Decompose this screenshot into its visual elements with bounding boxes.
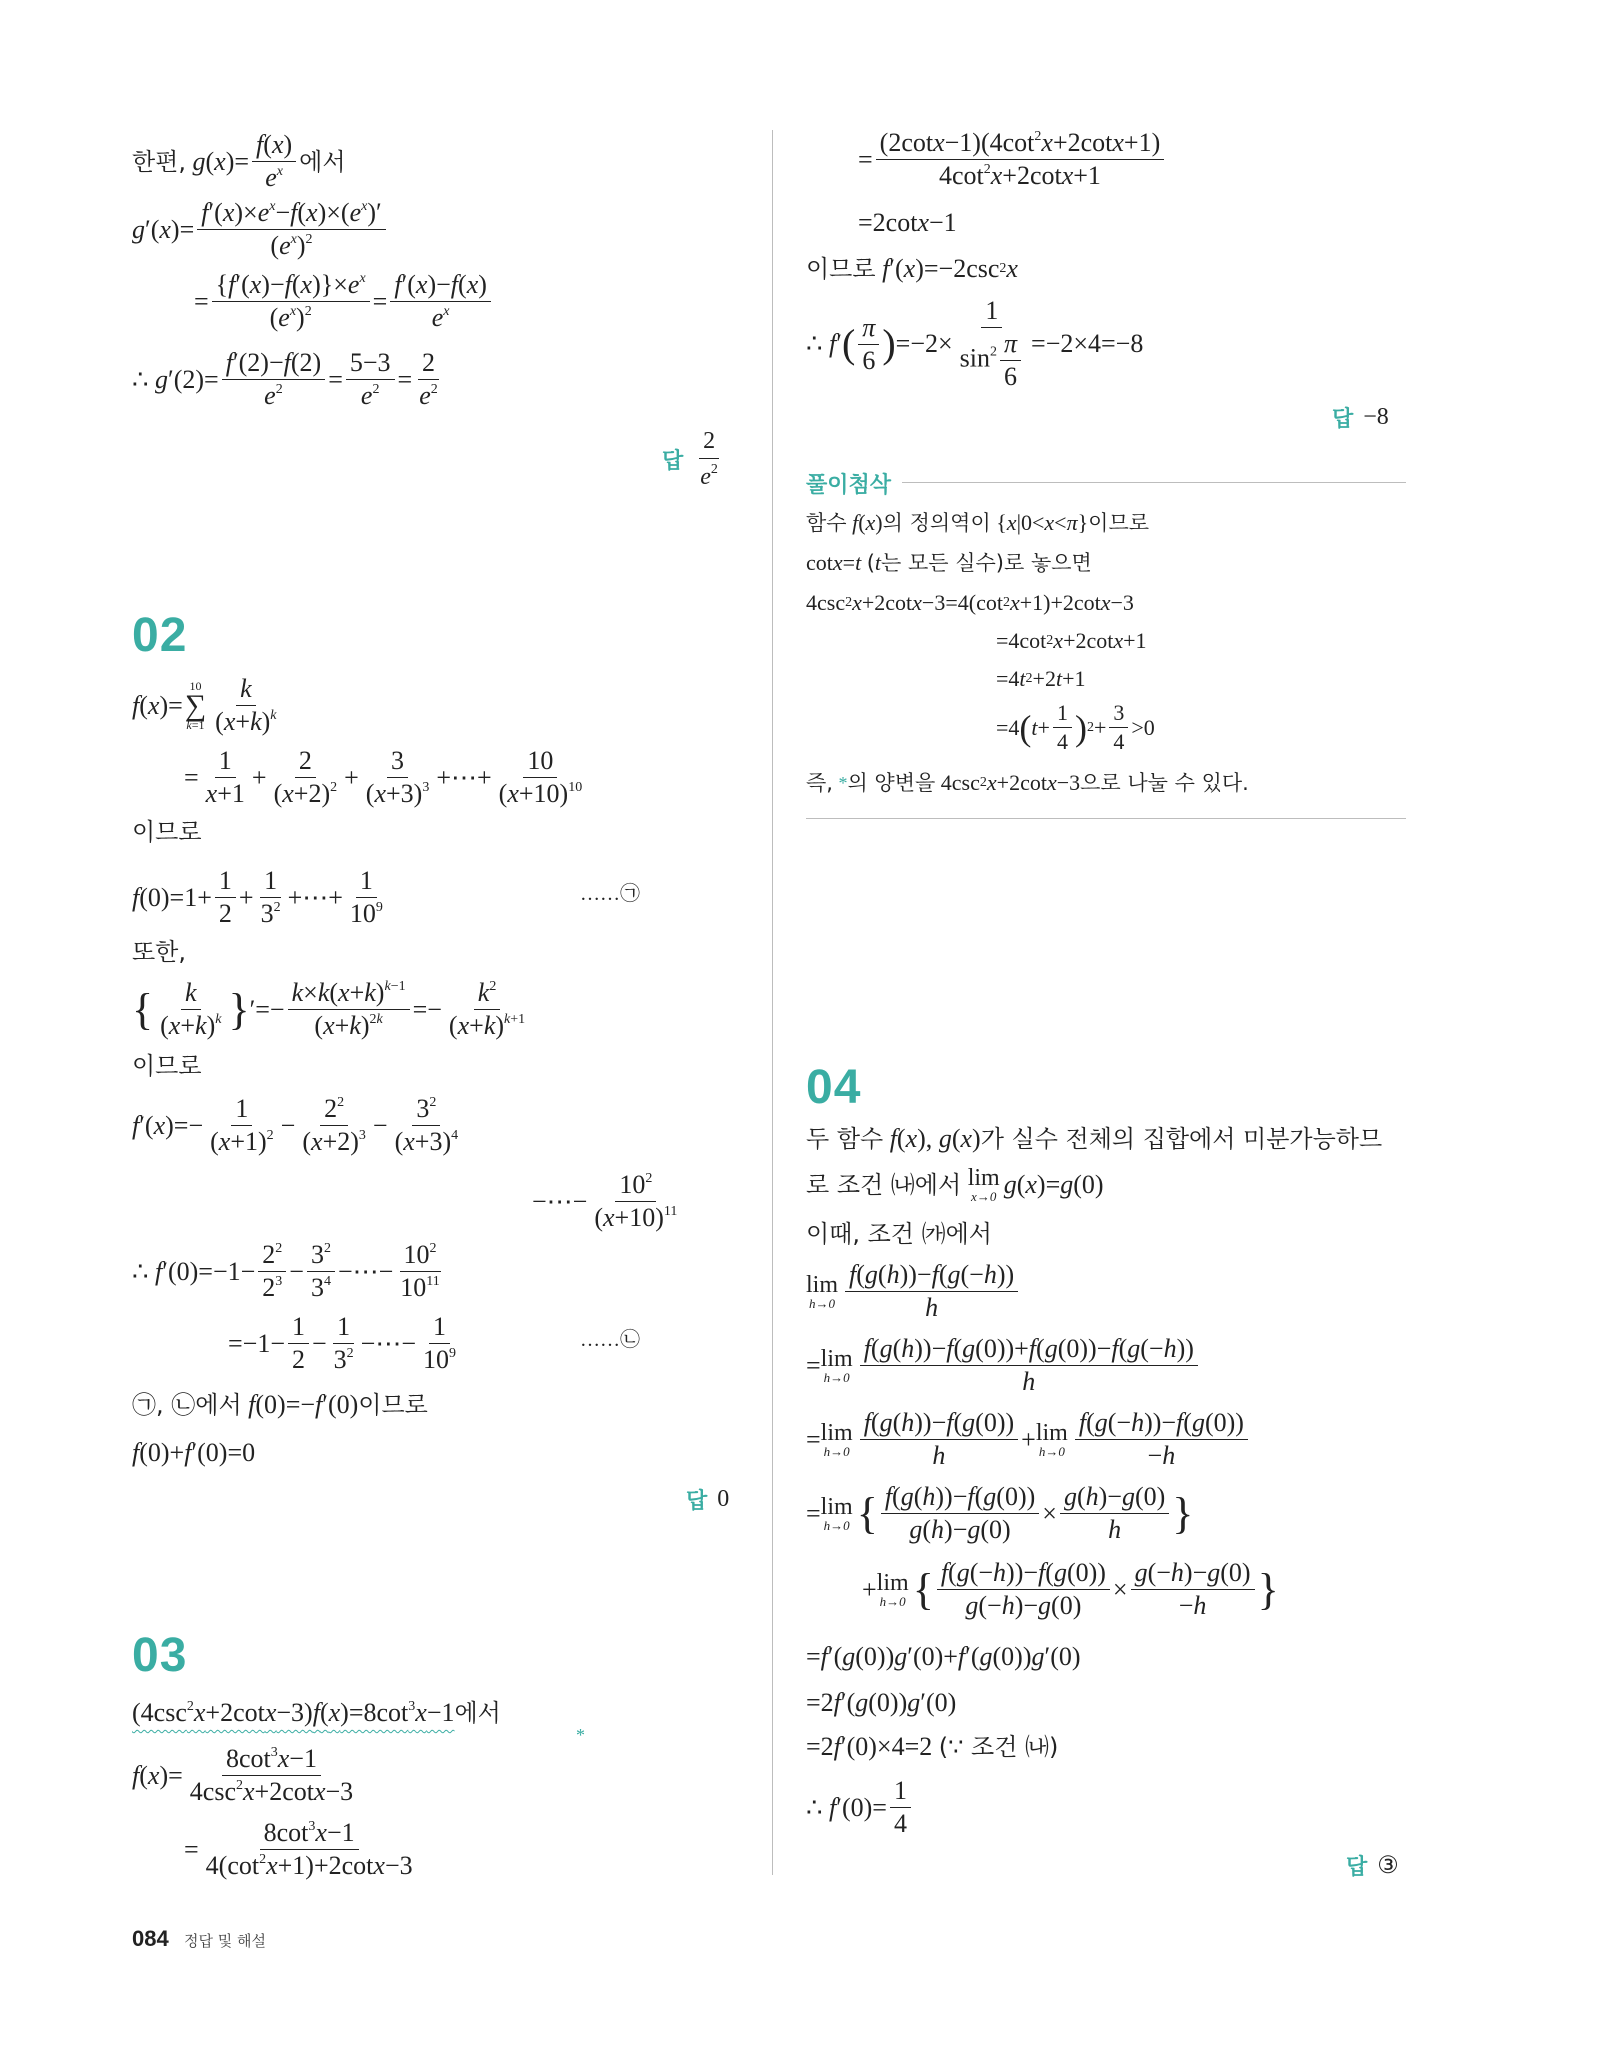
tip-line-1: 함수 f ( x ) 의 정의역이 { x |0< x < π } 이므로: [806, 510, 1150, 535]
marker-02-2: ……㉡: [580, 1329, 640, 1351]
tip-title-rule: [902, 482, 1406, 483]
text-02-imeuro: 이므로: [132, 818, 202, 846]
eq-02-conclusion: ㉠, ㉡에서 f (0)=− f ′(0) 이므로: [132, 1390, 428, 1419]
eq-02-sum: f (0)+ f ′(0)=0: [132, 1438, 256, 1467]
text-02-ttohan: 또한,: [132, 938, 186, 966]
page-number: 084: [132, 1926, 169, 1951]
text-02-imeuro-2: 이므로: [132, 1052, 202, 1080]
eq-04-6: = f ′( g (0)) g ′(0)+ f ′( g (0)) g ′(0): [806, 1642, 1081, 1671]
section-number-02: 02: [132, 609, 188, 662]
text-04-p3: 이때, 조건 ㈎에서: [806, 1220, 992, 1248]
eq-04-4: = lim h→0 { $\frac{f(g(h))-f(g(0))}{g(h)-g(0)}$ × $\frac{g(h)-g(0)}{h}$ }: [806, 1482, 1194, 1544]
eq-04-result: ∴ f ′(0)= $\frac{1}{4}$: [806, 1778, 914, 1837]
tip-eq-4: =4 ( t + $\frac{1}{4}$ ) 2 + $\frac{3}{4}$ >0: [996, 700, 1155, 754]
eq-03-f-prime: 이므로 f ′( x )=−2csc 2 x: [806, 254, 1018, 283]
eq-03-f-d: =2cot x −1: [858, 208, 957, 237]
eq-03-f: f ( x )= $\frac{8\cot^3x-1}{4\csc^2x+2\cot x-3}$: [132, 1744, 354, 1806]
eq-03-f-c: = $\frac{(2\cot x-1)(4\cot^2x+2\cot x+1)}{4\cot^2x+2\cot x+1}$: [858, 130, 1167, 189]
tip-eq-2: =4cot 2 x +2cot x +1: [996, 628, 1147, 653]
eq-04-3: = lim h→0 $\frac{f(g(h))-f(g(0))}{h}$ + lim h→0 $\frac{f(g(-h))-f(g(0))}{-h}$: [806, 1410, 1251, 1469]
eq-02-f-def: f ( x )= 10 ∑ k=1 $\frac{k}{(x+k)^k}$: [132, 674, 277, 736]
column-divider: [772, 130, 773, 1875]
text-04-p1: 두 함수 f ( x ), g ( x ) 가 실수 전체의 집합에서 미분가능하므: [806, 1124, 1383, 1153]
section-number-04: 04: [806, 1061, 862, 1114]
eq-04-7: =2 f ′( g (0)) g ′(0): [806, 1688, 957, 1717]
eq-04-1: lim h→0 $\frac{f(g(h))-f(g(-h))}{h}$: [806, 1262, 1021, 1321]
answer-04: 답 ③: [1346, 1853, 1399, 1880]
eq-03-f-b: = $\frac{8\cot^3x-1}{4(\cot^2x+1)+2\cot x-3}$: [184, 1818, 413, 1880]
section-number-03: 03: [132, 1629, 188, 1682]
eq-intro-g: 한편, g ( x )= $\frac{f(x)}{e^x}$ 에서: [132, 130, 346, 192]
tip-bottom-rule: [806, 818, 1406, 819]
eq-g-prime-2-value: ∴ g ′(2)= $\frac{f'(2)-f(2)}{e^2}$ = $\frac{5-3}{e^2}$ = $\frac{2}{e^2}$: [132, 348, 438, 410]
eq-02-f-prime: f ′( x )=− $\frac{1}{(x+1)^2}$ − $\frac{2^2}{(x+2)^3}$ − $\frac{3^2}{(x+3)^4}$: [132, 1094, 459, 1156]
answer-02: 답 0: [686, 1486, 730, 1514]
answer-01: 답 $\frac{2}{e^2}$: [662, 428, 718, 490]
eq-02-f0: f (0)=1+ $\frac{1}{2}$ + $\frac{1}{3^2}$ +⋯+ $\frac{1}{10^9}$: [132, 866, 383, 928]
eq-02-f-prime-0-b: =−1− $\frac{1}{2}$ − $\frac{1}{3^2}$ −⋯− $\frac{1}{10^9}$: [228, 1312, 456, 1374]
eq-g-prime-2: = $\frac{\{f'(x)-f(x)\}\times e^x}{(e^x)^2}$ = $\frac{f'(x)-f(x)}{e^x}$: [194, 272, 494, 331]
tip-title: 풀이첨삭: [806, 473, 892, 498]
eq-02-f-prime-0: ∴ f ′(0)=−1− $\frac{2^2}{2^3}$ − $\frac{3^2}{3^4}$ −⋯− $\frac{10^2}{10^{11}}$: [132, 1240, 440, 1302]
eq-02-f-expand: = $\frac{1}{x+1}$ + $\frac{2}{(x+2)^2}$ + $\frac{3}{(x+3)^3}$ +⋯+ $\frac{10}{(x+10)^{10}}$: [184, 746, 583, 808]
tip-eq-3: =4 t 2 +2 t +1: [996, 666, 1086, 691]
marker-02-1: ……㉠: [580, 883, 640, 905]
star-mark: *: [576, 1725, 585, 1745]
eq-03-f-prime-value: ∴ f ′ ( $\frac{\pi}{6}$ ) =−2× 1 $\sin^2$ $\frac{\pi}{6}$ =−2×4=−8: [806, 296, 1144, 391]
eq-04-8: =2 f ′(0)×4=2 (∵ 조건 ㈏): [806, 1732, 1059, 1761]
tip-line-2: cot x = t ( t 는 모든 실수)로 놓으면: [806, 550, 1092, 575]
text-04-p2: 로 조건 ㈏에서 lim x→0 g ( x )= g (0): [806, 1165, 1104, 1204]
eq-04-2: = lim h→0 $\frac{f(g(h))-f(g(0))+f(g(0))-f(g(-h))}{h}$: [806, 1336, 1201, 1395]
page-footer-label: 정답 및 해설: [184, 1932, 266, 1950]
answer-03: 답 −8: [1332, 404, 1389, 432]
eq-g-prime-1: g ′( x )= $\frac{f'(x)\times e^x-f(x)\times(e^x)'}{(e^x)^2}$: [132, 200, 389, 259]
tip-eq-1: 4csc 2 x +2cot x −3=4(cot 2 x +1)+2cot x −3: [806, 590, 1134, 615]
eq-02-f-prime-tail: −⋯− $\frac{10^2}{(x+10)^{11}}$: [532, 1170, 678, 1232]
eq-02-derivative-term: { $\frac{k}{(x+k)^k}$ } ′=− $\frac{k\times k(x+k)^{k-1}}{(x+k)^{2k}}$ =− $\frac{k^2}{(x+k)^{k+1}}$: [132, 978, 526, 1040]
eq-04-5: + lim h→0 { $\frac{f(g(-h))-f(g(0))}{g(-h)-g(0)}$ × $\frac{g(-h)-g(0)}{-h}$ }: [862, 1558, 1279, 1620]
tip-line-3: 즉, * 의 양변을 4csc 2 x +2cot x −3 으로 나눌 수 있다.: [806, 770, 1249, 795]
eq-03-given: $(4\csc^2x+2\cot x-3)f(x)=8\cot^3x-1$ 에서: [132, 1698, 501, 1727]
